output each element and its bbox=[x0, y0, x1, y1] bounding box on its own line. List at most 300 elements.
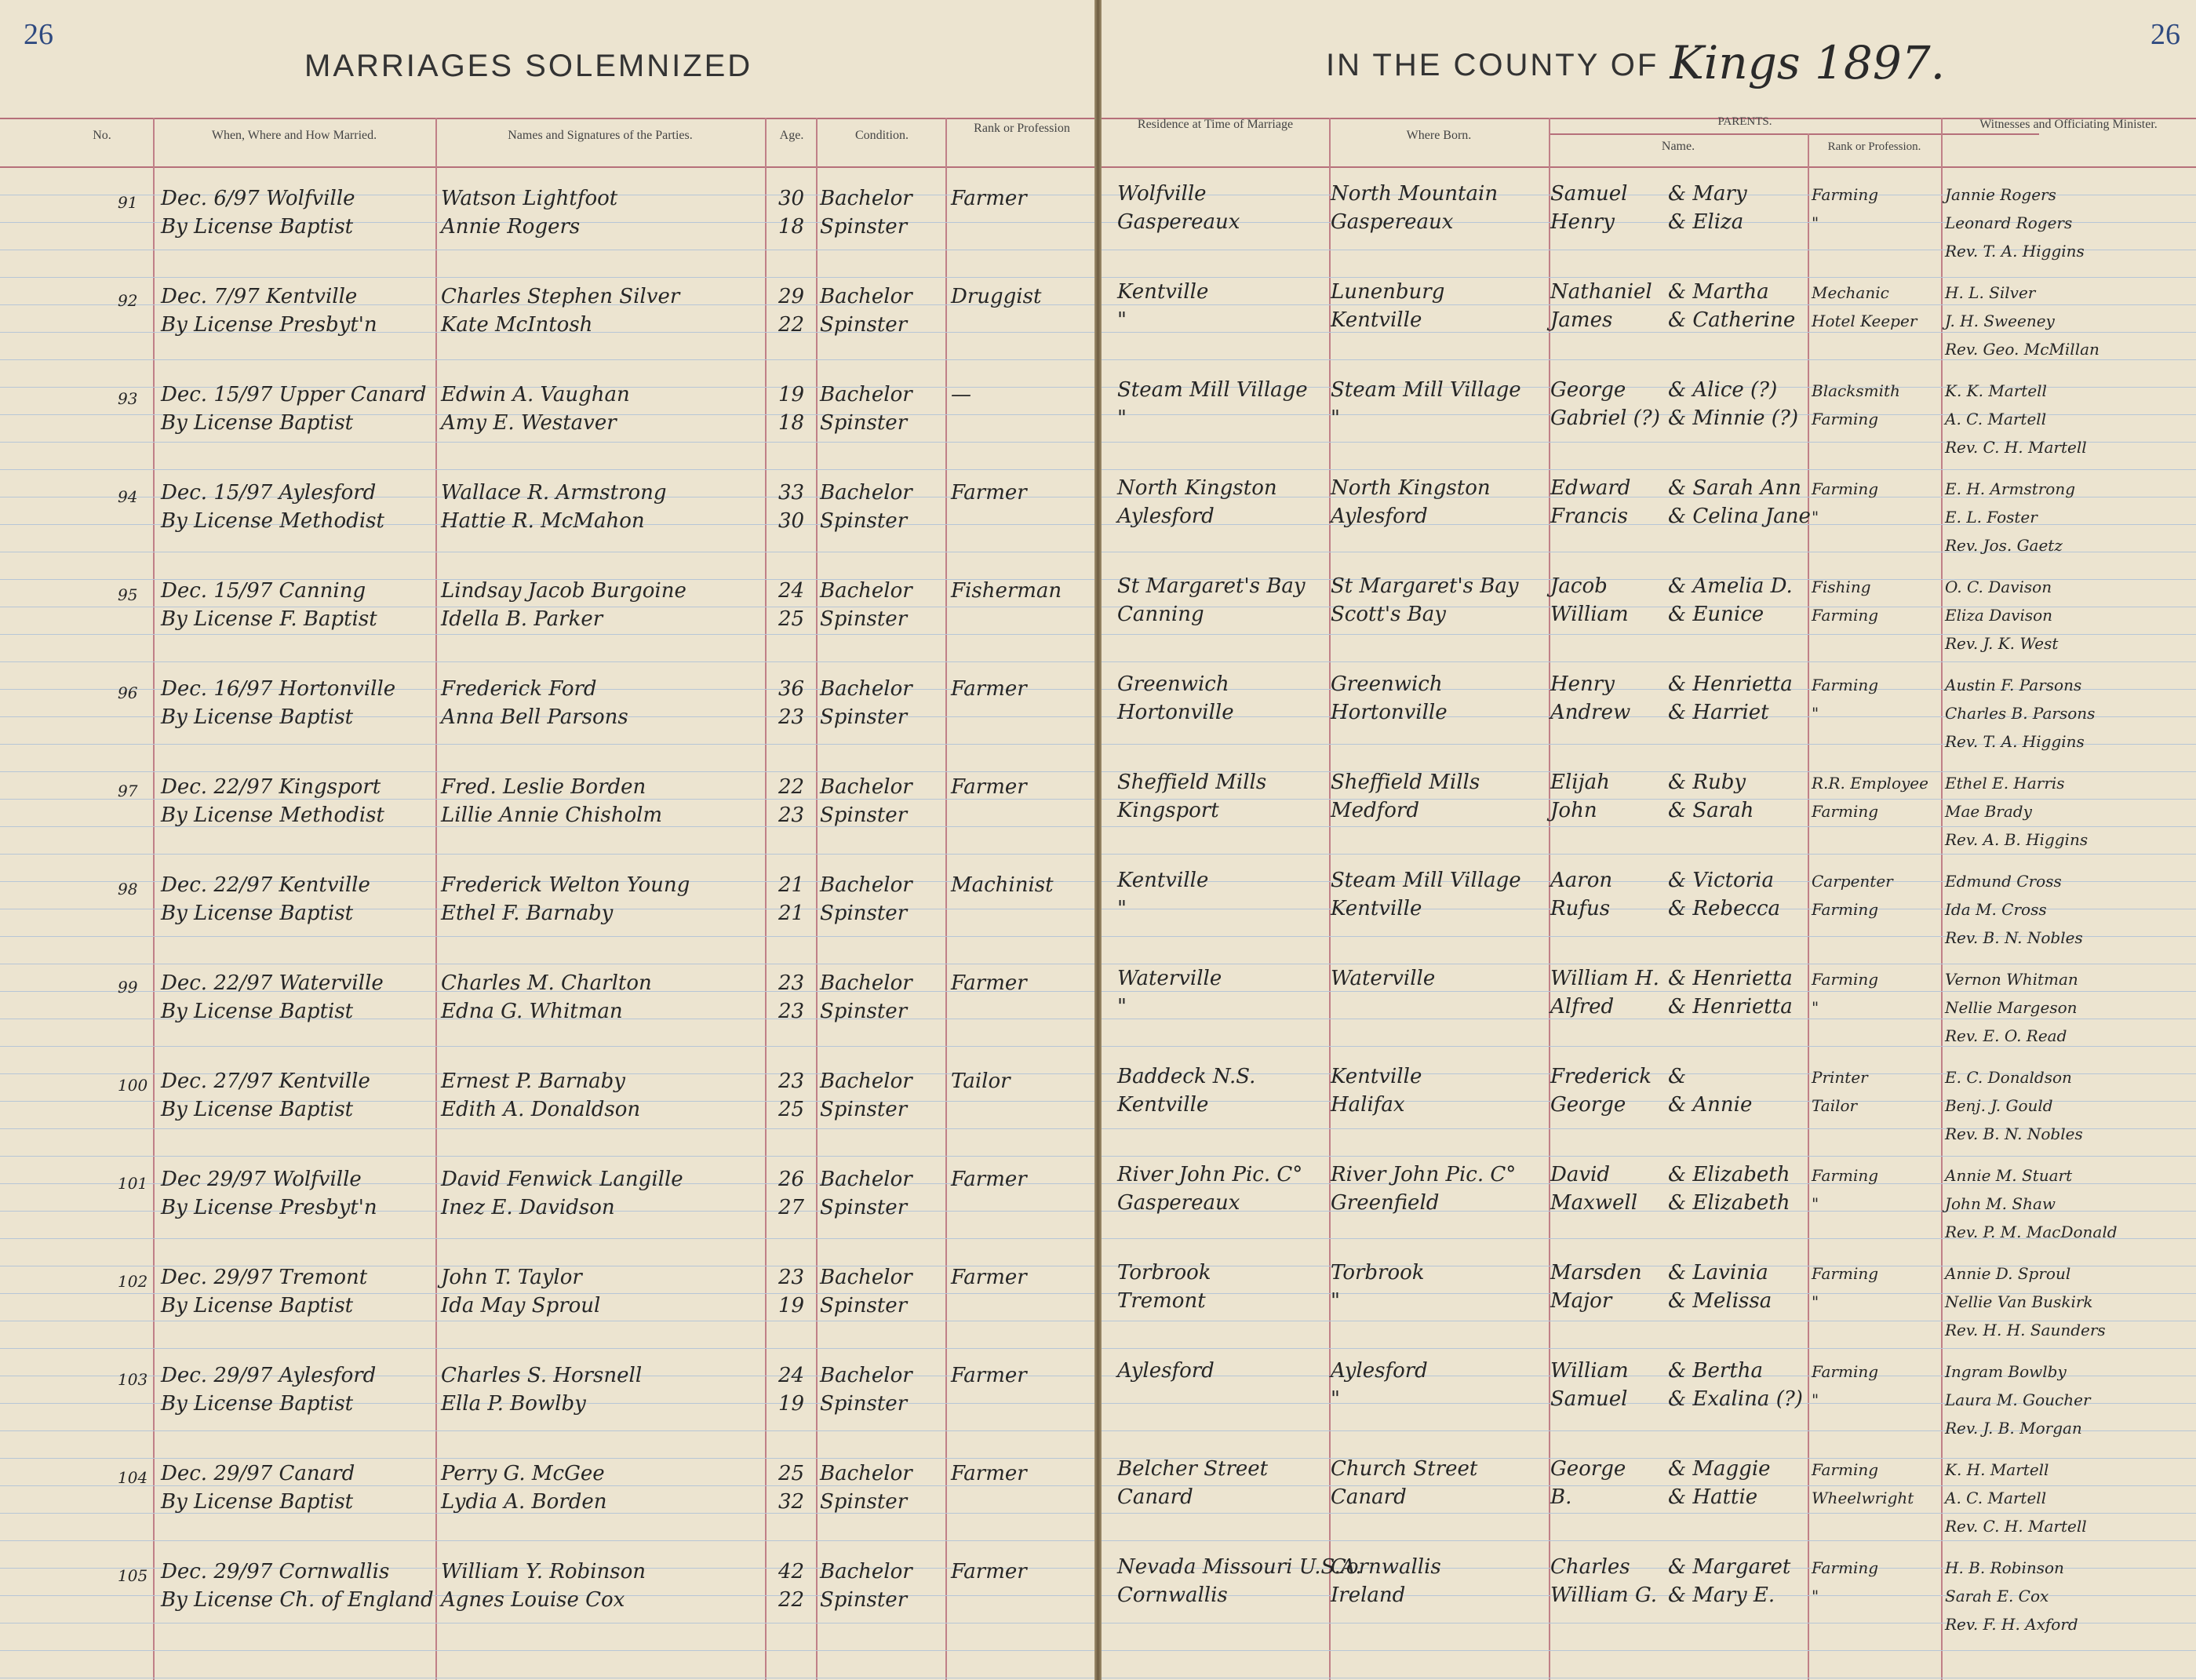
bride-birthplace: Canard bbox=[1331, 1485, 1407, 1509]
witness-1: K. H. Martell bbox=[1945, 1460, 2049, 1479]
groom-residence: Nevada Missouri U.S.A. bbox=[1117, 1555, 1362, 1579]
marriage-license: By License Baptist bbox=[161, 411, 354, 435]
groom-condition: Bachelor bbox=[820, 1560, 912, 1583]
ruled-line bbox=[0, 1128, 1094, 1129]
groom-parent-rank: Carpenter bbox=[1812, 872, 1893, 891]
groom-birthplace: North Mountain bbox=[1331, 182, 1499, 206]
groom-name: Charles S. Horsnell bbox=[441, 1364, 643, 1387]
groom-residence: Aylesford bbox=[1117, 1359, 1215, 1383]
bride-parent-rank: " bbox=[1812, 1587, 1819, 1605]
ruled-line bbox=[0, 799, 1094, 800]
witness-2: Leonard Rogers bbox=[1945, 213, 2073, 232]
bride-birthplace: Halifax bbox=[1331, 1093, 1405, 1117]
colhead-parents-rank: Rank or Profession. bbox=[1827, 140, 1921, 153]
col-divider bbox=[765, 118, 767, 1680]
groom-name: David Fenwick Langille bbox=[441, 1168, 683, 1191]
groom-condition: Bachelor bbox=[820, 579, 912, 603]
bride-age: 32 bbox=[778, 1490, 805, 1514]
bride-birthplace: Kentville bbox=[1331, 308, 1422, 332]
groom-residence: St Margaret's Bay bbox=[1117, 574, 1306, 598]
ruled-line bbox=[0, 744, 1094, 745]
bride-father: Major bbox=[1550, 1289, 1612, 1313]
ruled-line bbox=[1102, 359, 2196, 360]
groom-age: 21 bbox=[778, 873, 805, 897]
groom-name: Wallace R. Armstrong bbox=[441, 481, 667, 505]
bride-birthplace: Medford bbox=[1331, 799, 1420, 822]
groom-name: Watson Lightfoot bbox=[441, 187, 618, 210]
bride-residence: Hortonville bbox=[1117, 701, 1234, 724]
officiating-minister: Rev. T. A. Higgins bbox=[1945, 732, 2085, 751]
groom-father: Nathaniel bbox=[1550, 280, 1652, 304]
title-left: MARRIAGES SOLEMNIZED bbox=[304, 49, 753, 83]
groom-parent-rank: Farming bbox=[1812, 1460, 1879, 1479]
groom-name: Fred. Leslie Borden bbox=[441, 775, 646, 799]
bride-name: Hattie R. McMahon bbox=[441, 509, 645, 533]
bride-residence: Aylesford bbox=[1117, 505, 1215, 528]
groom-parent-rank: Farming bbox=[1812, 479, 1879, 498]
groom-birthplace: St Margaret's Bay bbox=[1331, 574, 1519, 598]
groom-parent-rank: Farming bbox=[1812, 676, 1879, 694]
witness-2: Nellie Van Buskirk bbox=[1945, 1292, 2093, 1311]
witness-2: E. L. Foster bbox=[1945, 508, 2038, 527]
bride-condition: Spinster bbox=[820, 1588, 908, 1612]
groom-residence: Waterville bbox=[1117, 967, 1222, 990]
bride-condition: Spinster bbox=[820, 1098, 908, 1121]
witness-2: Eliza Davison bbox=[1945, 606, 2053, 625]
groom-birthplace: Steam Mill Village bbox=[1331, 378, 1521, 402]
bride-mother: & Celina Jane bbox=[1668, 505, 1811, 528]
groom-condition: Bachelor bbox=[820, 873, 912, 897]
groom-profession: Farmer bbox=[951, 1462, 1027, 1485]
groom-profession: Farmer bbox=[951, 1364, 1027, 1387]
witness-1: Annie D. Sproul bbox=[1945, 1264, 2071, 1283]
witness-2: Nellie Margeson bbox=[1945, 998, 2078, 1017]
ruled-line bbox=[0, 1156, 1094, 1157]
marriage-date-place: Dec. 29/97 Tremont bbox=[161, 1266, 368, 1289]
groom-profession: Farmer bbox=[951, 775, 1027, 799]
officiating-minister: Rev. H. H. Saunders bbox=[1945, 1321, 2106, 1339]
groom-profession: Tailor bbox=[951, 1070, 1011, 1093]
groom-parent-rank: Farming bbox=[1812, 185, 1879, 204]
bride-condition: Spinster bbox=[820, 705, 908, 729]
bride-name: Annie Rogers bbox=[441, 215, 581, 239]
witness-2: J. H. Sweeney bbox=[1945, 312, 2055, 330]
groom-birthplace: Greenwich bbox=[1331, 672, 1443, 696]
groom-parent-rank: Farming bbox=[1812, 1166, 1879, 1185]
ruled-line bbox=[0, 1540, 1094, 1541]
ruled-line bbox=[0, 1623, 1094, 1624]
groom-residence: Kentville bbox=[1117, 869, 1209, 892]
book-gutter bbox=[1094, 0, 1102, 1680]
groom-residence: Wolfville bbox=[1117, 182, 1207, 206]
bride-parent-rank: " bbox=[1812, 1390, 1819, 1409]
witness-1: Edmund Cross bbox=[1945, 872, 2062, 891]
bride-age: 25 bbox=[778, 1098, 805, 1121]
bride-age: 22 bbox=[778, 313, 805, 337]
groom-parent-rank: Farming bbox=[1812, 1558, 1879, 1577]
groom-name: Perry G. McGee bbox=[441, 1462, 605, 1485]
groom-father: George bbox=[1550, 1457, 1626, 1481]
groom-age: 42 bbox=[778, 1560, 805, 1583]
groom-profession: Farmer bbox=[951, 481, 1027, 505]
groom-profession: Farmer bbox=[951, 1560, 1027, 1583]
witness-1: Ingram Bowlby bbox=[1945, 1362, 2067, 1381]
groom-age: 29 bbox=[778, 285, 805, 308]
bride-father: James bbox=[1550, 308, 1613, 332]
groom-mother: & Bertha bbox=[1668, 1359, 1764, 1383]
bride-father: B. bbox=[1550, 1485, 1572, 1509]
witness-1: Annie M. Stuart bbox=[1945, 1166, 2073, 1185]
groom-name: Charles Stephen Silver bbox=[441, 285, 680, 308]
bride-condition: Spinster bbox=[820, 607, 908, 631]
marriage-date-place: Dec. 22/97 Waterville bbox=[161, 971, 384, 995]
groom-father: Frederick bbox=[1550, 1065, 1652, 1088]
witness-1: H. L. Silver bbox=[1945, 283, 2036, 302]
groom-residence: Sheffield Mills bbox=[1117, 771, 1267, 794]
groom-parent-rank: Farming bbox=[1812, 1362, 1879, 1381]
groom-residence: Kentville bbox=[1117, 280, 1209, 304]
groom-age: 26 bbox=[778, 1168, 805, 1191]
ruled-line bbox=[0, 936, 1094, 937]
officiating-minister: Rev. Geo. McMillan bbox=[1945, 340, 2099, 359]
bride-residence: Tremont bbox=[1117, 1289, 1206, 1313]
groom-age: 36 bbox=[778, 677, 805, 701]
officiating-minister: Rev. F. H. Axford bbox=[1945, 1615, 2078, 1634]
bride-residence: Kentville bbox=[1117, 1093, 1209, 1117]
groom-age: 33 bbox=[778, 481, 805, 505]
bride-birthplace: " bbox=[1331, 1387, 1340, 1411]
bride-parent-rank: Tailor bbox=[1812, 1096, 1858, 1115]
witness-1: H. B. Robinson bbox=[1945, 1558, 2064, 1577]
ruled-line bbox=[0, 1348, 1094, 1349]
groom-residence: Torbrook bbox=[1117, 1261, 1211, 1285]
groom-age: 23 bbox=[778, 1266, 805, 1289]
entry-number: 94 bbox=[118, 487, 138, 506]
colhead-age: Age. bbox=[779, 129, 804, 142]
header-rule-bottom bbox=[1102, 166, 2196, 168]
page-number-right: 26 bbox=[2150, 18, 2180, 51]
bride-name: Agnes Louise Cox bbox=[441, 1588, 625, 1612]
bride-birthplace: Greenfield bbox=[1331, 1191, 1440, 1215]
witness-2: John M. Shaw bbox=[1945, 1194, 2056, 1213]
groom-father: Edward bbox=[1550, 476, 1631, 500]
marriage-date-place: Dec. 29/97 Canard bbox=[161, 1462, 355, 1485]
groom-birthplace: Steam Mill Village bbox=[1331, 869, 1521, 892]
bride-residence: Gaspereaux bbox=[1117, 1191, 1240, 1215]
bride-father: Francis bbox=[1550, 505, 1628, 528]
groom-age: 23 bbox=[778, 1070, 805, 1093]
marriage-date-place: Dec. 29/97 Aylesford bbox=[161, 1364, 377, 1387]
marriage-license: By License Methodist bbox=[161, 804, 384, 827]
officiating-minister: Rev. T. A. Higgins bbox=[1945, 242, 2085, 261]
groom-mother: & Alice (?) bbox=[1668, 378, 1778, 402]
marriage-date-place: Dec. 16/97 Hortonville bbox=[161, 677, 396, 701]
officiating-minister: Rev. C. H. Martell bbox=[1945, 1517, 2087, 1536]
groom-birthplace: Cornwallis bbox=[1331, 1555, 1441, 1579]
marriage-license: By License Baptist bbox=[161, 705, 354, 729]
header-rule-bottom bbox=[0, 166, 1094, 168]
witness-2: A. C. Martell bbox=[1945, 410, 2047, 428]
bride-father: George bbox=[1550, 1093, 1626, 1117]
groom-age: 24 bbox=[778, 579, 805, 603]
col-divider bbox=[153, 118, 155, 1680]
groom-mother: & Lavinia bbox=[1668, 1261, 1768, 1285]
ruled-line bbox=[0, 442, 1094, 443]
bride-father: John bbox=[1550, 799, 1597, 822]
groom-parent-rank: Blacksmith bbox=[1812, 381, 1900, 400]
bride-father: Andrew bbox=[1550, 701, 1631, 724]
bride-father: William bbox=[1550, 603, 1629, 626]
groom-parent-rank: Mechanic bbox=[1812, 283, 1889, 302]
entry-number: 103 bbox=[118, 1370, 148, 1389]
bride-condition: Spinster bbox=[820, 1490, 908, 1514]
entry-number: 92 bbox=[118, 291, 138, 310]
entry-number: 95 bbox=[118, 585, 138, 604]
groom-age: 23 bbox=[778, 971, 805, 995]
marriage-license: By License Baptist bbox=[161, 1098, 354, 1121]
colhead-names: Names and Signatures of the Parties. bbox=[508, 129, 693, 142]
groom-residence: North Kingston bbox=[1117, 476, 1277, 500]
groom-condition: Bachelor bbox=[820, 285, 912, 308]
ruled-line bbox=[1102, 469, 2196, 470]
bride-parent-rank: " bbox=[1812, 508, 1819, 527]
groom-father: Elijah bbox=[1550, 771, 1610, 794]
groom-age: 19 bbox=[778, 383, 805, 406]
witness-2: Laura M. Goucher bbox=[1945, 1390, 2091, 1409]
groom-mother: & Maggie bbox=[1668, 1457, 1771, 1481]
bride-father: Gabriel (?) bbox=[1550, 406, 1660, 430]
witness-1: E. C. Donaldson bbox=[1945, 1068, 2072, 1087]
ruled-line bbox=[0, 1458, 1094, 1459]
ruled-line bbox=[1102, 277, 2196, 278]
groom-father: David bbox=[1550, 1163, 1610, 1186]
groom-name: Ernest P. Barnaby bbox=[441, 1070, 625, 1093]
bride-age: 23 bbox=[778, 705, 805, 729]
bride-birthplace: Gaspereaux bbox=[1331, 210, 1454, 234]
marriage-date-place: Dec. 7/97 Kentville bbox=[161, 285, 358, 308]
marriage-license: By License Baptist bbox=[161, 902, 354, 925]
bride-residence: " bbox=[1117, 406, 1127, 430]
bride-condition: Spinster bbox=[820, 1294, 908, 1317]
col-divider bbox=[1941, 118, 1943, 1680]
ruled-line bbox=[0, 1650, 1094, 1651]
bride-parent-rank: Farming bbox=[1812, 606, 1879, 625]
bride-mother: & Exalina (?) bbox=[1668, 1387, 1803, 1411]
bride-name: Inez E. Davidson bbox=[441, 1196, 615, 1219]
groom-residence: Belcher Street bbox=[1117, 1457, 1269, 1481]
groom-father: William H. bbox=[1550, 967, 1659, 990]
bride-name: Ella P. Bowlby bbox=[441, 1392, 586, 1416]
bride-mother: & Rebecca bbox=[1668, 897, 1781, 920]
ruled-line bbox=[1102, 332, 2196, 333]
col-divider bbox=[435, 118, 437, 1680]
bride-parent-rank: " bbox=[1812, 1292, 1819, 1311]
entry-number: 93 bbox=[118, 389, 138, 408]
bride-mother: & Sarah bbox=[1668, 799, 1754, 822]
groom-father: Jacob bbox=[1550, 574, 1608, 598]
bride-age: 27 bbox=[778, 1196, 805, 1219]
header-rule-top bbox=[0, 118, 1094, 119]
marriage-license: By License Baptist bbox=[161, 1392, 354, 1416]
groom-parent-rank: Farming bbox=[1812, 970, 1879, 989]
officiating-minister: Rev. B. N. Nobles bbox=[1945, 928, 2083, 947]
bride-residence: " bbox=[1117, 995, 1127, 1019]
groom-father: George bbox=[1550, 378, 1626, 402]
marriage-license: By License Presbyt'n bbox=[161, 1196, 377, 1219]
bride-father: William G. bbox=[1550, 1583, 1658, 1607]
colhead-born: Where Born. bbox=[1406, 129, 1472, 142]
bride-residence: " bbox=[1117, 308, 1127, 332]
groom-parent-rank: Printer bbox=[1812, 1068, 1868, 1087]
bride-age: 23 bbox=[778, 1000, 805, 1023]
groom-birthplace: Waterville bbox=[1331, 967, 1436, 990]
officiating-minister: Rev. A. B. Higgins bbox=[1945, 830, 2089, 849]
left-page bbox=[0, 0, 1097, 1680]
title-right bbox=[1326, 33, 1946, 89]
bride-condition: Spinster bbox=[820, 313, 908, 337]
bride-name: Ida May Sproul bbox=[441, 1294, 601, 1317]
marriage-date-place: Dec. 15/97 Aylesford bbox=[161, 481, 377, 505]
bride-condition: Spinster bbox=[820, 804, 908, 827]
bride-mother: & Mary E. bbox=[1668, 1583, 1775, 1607]
officiating-minister: Rev. J. B. Morgan bbox=[1945, 1419, 2082, 1438]
groom-mother: & Ruby bbox=[1668, 771, 1746, 794]
bride-mother: & Henrietta bbox=[1668, 995, 1793, 1019]
ruled-line bbox=[1102, 1156, 2196, 1157]
bride-age: 25 bbox=[778, 607, 805, 631]
marriage-license: By License Presbyt'n bbox=[161, 313, 377, 337]
witness-2: Ida M. Cross bbox=[1945, 900, 2047, 919]
witness-1: K. K. Martell bbox=[1945, 381, 2047, 400]
witness-2: Benj. J. Gould bbox=[1945, 1096, 2053, 1115]
bride-condition: Spinster bbox=[820, 1392, 908, 1416]
bride-father: Rufus bbox=[1550, 897, 1611, 920]
bride-age: 30 bbox=[778, 509, 805, 533]
groom-name: Frederick Ford bbox=[441, 677, 597, 701]
groom-condition: Bachelor bbox=[820, 481, 912, 505]
bride-age: 18 bbox=[778, 215, 805, 239]
groom-birthplace: Church Street bbox=[1331, 1457, 1478, 1481]
ruled-line bbox=[1102, 854, 2196, 855]
groom-name: Frederick Welton Young bbox=[441, 873, 690, 897]
colhead-no: No. bbox=[93, 129, 111, 142]
bride-father: Alfred bbox=[1550, 995, 1615, 1019]
bride-name: Lydia A. Borden bbox=[441, 1490, 607, 1514]
ruled-line bbox=[1102, 304, 2196, 305]
groom-name: John T. Taylor bbox=[441, 1266, 582, 1289]
groom-father: Marsden bbox=[1550, 1261, 1642, 1285]
bride-mother: & Annie bbox=[1668, 1093, 1753, 1117]
ruled-line bbox=[1102, 1485, 2196, 1486]
groom-father: Henry bbox=[1550, 672, 1615, 696]
entry-number: 96 bbox=[118, 683, 138, 702]
groom-residence: Greenwich bbox=[1117, 672, 1229, 696]
groom-profession: Farmer bbox=[951, 1168, 1027, 1191]
groom-condition: Bachelor bbox=[820, 1364, 912, 1387]
groom-condition: Bachelor bbox=[820, 1266, 912, 1289]
marriage-date-place: Dec. 29/97 Cornwallis bbox=[161, 1560, 390, 1583]
officiating-minister: Rev. B. N. Nobles bbox=[1945, 1124, 2083, 1143]
groom-condition: Bachelor bbox=[820, 1462, 912, 1485]
marriage-license: By License Methodist bbox=[161, 509, 384, 533]
marriage-date-place: Dec 29/97 Wolfville bbox=[161, 1168, 362, 1191]
groom-mother: & Henrietta bbox=[1668, 672, 1793, 696]
officiating-minister: Rev. C. H. Martell bbox=[1945, 438, 2087, 457]
marriage-license: By License Baptist bbox=[161, 1000, 354, 1023]
bride-mother: & Eunice bbox=[1668, 603, 1764, 626]
bride-name: Ethel F. Barnaby bbox=[441, 902, 614, 925]
marriage-license: By License Ch. of England bbox=[161, 1588, 434, 1612]
witness-1: O. C. Davison bbox=[1945, 578, 2052, 596]
marriage-license: By License F. Baptist bbox=[161, 607, 377, 631]
bride-father: Samuel bbox=[1550, 1387, 1628, 1411]
ruled-line bbox=[1102, 1348, 2196, 1349]
bride-parent-rank: Farming bbox=[1812, 410, 1879, 428]
groom-father: William bbox=[1550, 1359, 1629, 1383]
bride-parent-rank: Hotel Keeper bbox=[1812, 312, 1917, 330]
groom-parent-rank: Fishing bbox=[1812, 578, 1871, 596]
groom-profession: Fisherman bbox=[951, 579, 1062, 603]
entry-number: 100 bbox=[118, 1076, 148, 1095]
groom-profession: Farmer bbox=[951, 677, 1027, 701]
bride-residence: Gaspereaux bbox=[1117, 210, 1240, 234]
groom-profession: — bbox=[951, 383, 971, 406]
bride-name: Lillie Annie Chisholm bbox=[441, 804, 663, 827]
bride-birthplace: " bbox=[1331, 1289, 1340, 1313]
officiating-minister: Rev. J. K. West bbox=[1945, 634, 2059, 653]
ruled-line bbox=[1102, 991, 2196, 992]
groom-birthplace: Kentville bbox=[1331, 1065, 1422, 1088]
bride-birthplace: Ireland bbox=[1331, 1583, 1406, 1607]
groom-profession: Farmer bbox=[951, 187, 1027, 210]
witness-1: Ethel E. Harris bbox=[1945, 774, 2065, 793]
groom-parent-rank: R.R. Employee bbox=[1812, 774, 1928, 793]
groom-name: William Y. Robinson bbox=[441, 1560, 646, 1583]
col-divider bbox=[816, 118, 818, 1680]
ruled-line bbox=[1102, 1650, 2196, 1651]
colhead-when: When, Where and How Married. bbox=[211, 129, 377, 142]
entry-number: 101 bbox=[118, 1174, 148, 1193]
groom-profession: Machinist bbox=[951, 873, 1054, 897]
groom-father: Samuel bbox=[1550, 182, 1628, 206]
witness-1: Jannie Rogers bbox=[1945, 185, 2056, 204]
bride-mother: & Harriet bbox=[1668, 701, 1769, 724]
marriage-date-place: Dec. 15/97 Upper Canard bbox=[161, 383, 427, 406]
county-name: Kings 1897. bbox=[1670, 36, 1946, 89]
ruled-line bbox=[0, 661, 1094, 662]
witness-2: Sarah E. Cox bbox=[1945, 1587, 2049, 1605]
groom-name: Edwin A. Vaughan bbox=[441, 383, 630, 406]
bride-birthplace: Hortonville bbox=[1331, 701, 1448, 724]
groom-condition: Bachelor bbox=[820, 775, 912, 799]
bride-parent-rank: " bbox=[1812, 998, 1819, 1017]
bride-name: Idella B. Parker bbox=[441, 607, 603, 631]
bride-birthplace: Kentville bbox=[1331, 897, 1422, 920]
page-number-left: 26 bbox=[24, 18, 53, 51]
ruled-line bbox=[1102, 1046, 2196, 1047]
entry-number: 104 bbox=[118, 1468, 148, 1487]
marriage-license: By License Baptist bbox=[161, 1490, 354, 1514]
bride-age: 23 bbox=[778, 804, 805, 827]
bride-parent-rank: Farming bbox=[1812, 802, 1879, 821]
bride-residence: " bbox=[1117, 897, 1127, 920]
colhead-rank: Rank or Profession bbox=[974, 122, 1070, 135]
entry-number: 99 bbox=[118, 978, 138, 997]
bride-age: 19 bbox=[778, 1392, 805, 1416]
title-right-text: IN THE COUNTY OF bbox=[1326, 48, 1659, 82]
bride-mother: & Hattie bbox=[1668, 1485, 1758, 1509]
marriage-date-place: Dec. 22/97 Kingsport bbox=[161, 775, 381, 799]
